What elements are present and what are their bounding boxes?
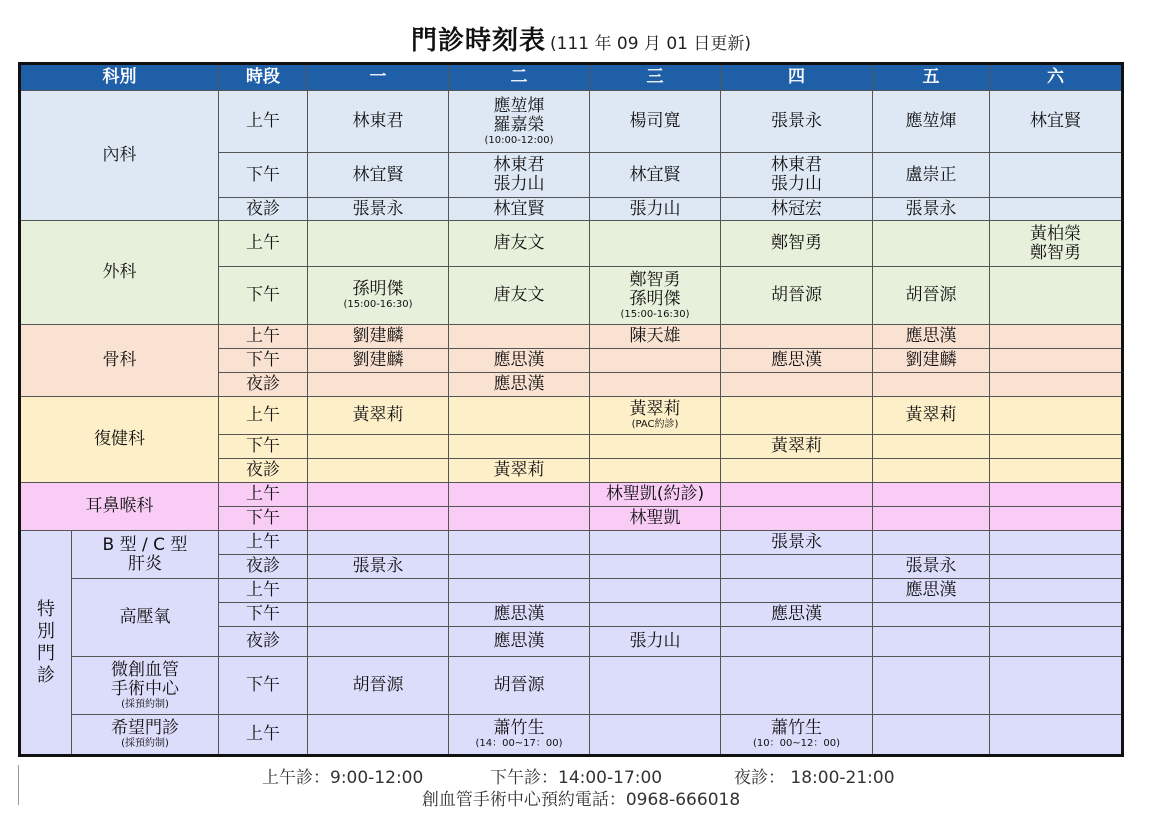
schedule-cell: 黃翠莉 — [449, 459, 590, 483]
schedule-cell — [590, 221, 721, 267]
schedule-cell — [721, 153, 873, 198]
schedule-cell — [990, 267, 1123, 325]
schedule-cell — [721, 555, 873, 579]
schedule-cell — [990, 507, 1123, 531]
schedule-cell — [990, 555, 1123, 579]
schedule-cell — [990, 373, 1123, 397]
schedule-cell — [449, 531, 590, 555]
schedule-cell — [449, 555, 590, 579]
schedule-cell: 黃翠莉 — [873, 397, 990, 435]
header-period: 時段 — [219, 64, 308, 91]
schedule-cell: 胡晉源 — [449, 657, 590, 715]
schedule-cell: 林聖凱 — [590, 507, 721, 531]
schedule-cell — [308, 531, 449, 555]
schedule-cell — [449, 715, 590, 756]
schedule-cell — [590, 531, 721, 555]
schedule-cell — [721, 579, 873, 603]
title-main: 門診時刻表 — [410, 26, 546, 56]
schedule-cell — [990, 603, 1123, 627]
doctor-name: 張力山 — [493, 174, 545, 194]
schedule-cell: 張景永 — [873, 198, 990, 221]
schedule-cell: 唐友文 — [449, 221, 590, 267]
schedule-cell — [990, 198, 1123, 221]
schedule-cell — [449, 397, 590, 435]
schedule-cell — [590, 657, 721, 715]
clinic-hours — [0, 763, 1162, 788]
period-cell: 夜診 — [219, 555, 308, 579]
schedule-cell — [990, 459, 1123, 483]
schedule-cell — [873, 715, 990, 756]
schedule-cell: 張力山 — [590, 198, 721, 221]
subdept-label: 肝炎 — [128, 553, 162, 574]
schedule-cell — [449, 507, 590, 531]
schedule-cell: 劉建麟 — [873, 349, 990, 373]
header-mon: 一 — [308, 64, 449, 91]
schedule-cell — [590, 603, 721, 627]
page-title — [0, 20, 1162, 57]
header-row — [20, 64, 1123, 91]
schedule-cell: 應思漢 — [721, 603, 873, 627]
subdept-label: 手術中心 — [111, 678, 179, 699]
dept-ortho: 骨科 — [20, 325, 219, 397]
night-hours: 夜診： 18:00-21:00 — [734, 768, 895, 788]
table-row — [20, 579, 1123, 603]
subdept-note: (採預約制) — [121, 738, 169, 749]
schedule-cell: 胡晉源 — [308, 657, 449, 715]
schedule-cell — [721, 459, 873, 483]
header-thu: 四 — [721, 64, 873, 91]
schedule-cell — [990, 397, 1123, 435]
schedule-cell — [590, 715, 721, 756]
schedule-cell — [721, 507, 873, 531]
schedule-cell: 林宜賢 — [590, 153, 721, 198]
dept-ent: 耳鼻喉科 — [20, 483, 219, 531]
schedule-cell — [308, 627, 449, 657]
schedule-cell — [721, 483, 873, 507]
schedule-cell: 陳天雄 — [590, 325, 721, 349]
doctor-name: 蕭竹生 — [493, 718, 545, 738]
schedule-cell: 林宜賢 — [308, 153, 449, 198]
schedule-cell — [449, 435, 590, 459]
table-row — [20, 221, 1123, 267]
schedule-cell: 應思漢 — [721, 349, 873, 373]
pm-hours: 下午診：14:00-17:00 — [490, 768, 663, 788]
subdept-label: B 型 / C 型 — [102, 534, 188, 555]
table-row — [20, 483, 1123, 507]
schedule-cell: 張力山 — [590, 627, 721, 657]
schedule-cell — [990, 483, 1123, 507]
schedule-cell: 胡晉源 — [873, 267, 990, 325]
doctor-name: 鄭智勇 — [1030, 242, 1081, 263]
time-note: (15:00-16:30) — [343, 299, 413, 310]
schedule-cell — [990, 531, 1123, 555]
dept-special — [20, 531, 72, 756]
schedule-cell — [721, 397, 873, 435]
time-note: (15:00-16:30) — [620, 308, 690, 320]
schedule-table — [18, 62, 1124, 757]
header-dept: 科別 — [20, 64, 219, 91]
dept-surgery: 外科 — [20, 221, 219, 325]
schedule-cell: 張景永 — [721, 91, 873, 153]
schedule-cell — [308, 459, 449, 483]
doctor-name: 林東君 — [771, 155, 822, 175]
time-note: (10：00~12：00) — [752, 738, 841, 749]
schedule-cell: 應思漢 — [449, 349, 590, 373]
schedule-cell — [449, 483, 590, 507]
schedule-cell — [449, 153, 590, 198]
subdept-hope — [72, 715, 219, 756]
schedule-cell — [990, 657, 1123, 715]
schedule-cell — [873, 221, 990, 267]
schedule-cell — [873, 373, 990, 397]
schedule-cell — [590, 373, 721, 397]
schedule-cell: 劉建麟 — [308, 325, 449, 349]
schedule-cell — [990, 579, 1123, 603]
period-cell: 夜診 — [219, 373, 308, 397]
schedule-cell — [873, 627, 990, 657]
schedule-cell — [990, 627, 1123, 657]
schedule-cell — [873, 531, 990, 555]
schedule-cell: 應思漢 — [449, 603, 590, 627]
schedule-cell — [308, 373, 449, 397]
header-tue: 二 — [449, 64, 590, 91]
subdept-hyperbaric: 高壓氧 — [72, 579, 219, 657]
period-cell: 上午 — [219, 715, 308, 756]
subdept-hepatitis — [72, 531, 219, 579]
schedule-cell: 應思漢 — [873, 579, 990, 603]
table-row — [20, 531, 1123, 555]
table-row — [20, 397, 1123, 435]
schedule-cell: 張景永 — [873, 555, 990, 579]
doctor-name: 孫明傑 — [352, 279, 404, 299]
schedule-cell: 林東君 — [308, 91, 449, 153]
am-hours: 上午診：9:00-12:00 — [262, 768, 424, 788]
schedule-cell — [721, 627, 873, 657]
schedule-cell — [873, 657, 990, 715]
doctor-name: 蕭竹生 — [771, 718, 822, 738]
schedule-cell — [990, 435, 1123, 459]
subdept-label: 微創血管 — [111, 659, 179, 680]
period-cell: 上午 — [219, 91, 308, 153]
schedule-cell: 張景永 — [721, 531, 873, 555]
schedule-cell: 林宜賢 — [449, 198, 590, 221]
schedule-cell — [590, 349, 721, 373]
schedule-cell — [721, 373, 873, 397]
table-row — [20, 715, 1123, 756]
schedule-cell — [308, 267, 449, 325]
period-cell: 上午 — [219, 325, 308, 349]
schedule-cell — [308, 507, 449, 531]
period-cell: 上午 — [219, 483, 308, 507]
schedule-cell — [990, 221, 1123, 267]
dept-rehab: 復健科 — [20, 397, 219, 483]
schedule-cell: 張景永 — [308, 555, 449, 579]
schedule-cell: 應堃煇 — [873, 91, 990, 153]
period-cell: 下午 — [219, 435, 308, 459]
schedule-cell — [449, 579, 590, 603]
schedule-cell — [590, 555, 721, 579]
table-row — [20, 657, 1123, 715]
table-row — [20, 91, 1123, 153]
schedule-cell: 林宜賢 — [990, 91, 1123, 153]
period-cell: 上午 — [219, 221, 308, 267]
title-update-date: (111 年 09 月 01 日更新) — [550, 34, 751, 54]
schedule-cell: 黃翠莉 — [308, 397, 449, 435]
period-cell: 下午 — [219, 603, 308, 627]
schedule-cell — [308, 435, 449, 459]
schedule-cell — [308, 715, 449, 756]
schedule-cell: 應思漢 — [449, 373, 590, 397]
subdept-minimally-invasive — [72, 657, 219, 715]
schedule-cell — [990, 349, 1123, 373]
schedule-cell — [990, 325, 1123, 349]
schedule-cell: 楊司寬 — [590, 91, 721, 153]
period-cell: 夜診 — [219, 198, 308, 221]
booking-phone: 創血管手術中心預約電話：0968-666018 — [421, 790, 741, 810]
schedule-cell — [721, 657, 873, 715]
period-cell: 下午 — [219, 657, 308, 715]
period-cell: 上午 — [219, 579, 308, 603]
time-note: (10:00-12:00) — [484, 134, 554, 146]
dept-internal: 內科 — [20, 91, 219, 221]
schedule-cell: 盧崇正 — [873, 153, 990, 198]
doctor-name: 孫明傑 — [629, 288, 681, 309]
schedule-cell — [990, 153, 1123, 198]
schedule-cell — [449, 91, 590, 153]
period-cell: 夜診 — [219, 627, 308, 657]
schedule-cell — [873, 507, 990, 531]
schedule-cell: 應思漢 — [449, 627, 590, 657]
schedule-cell — [308, 603, 449, 627]
schedule-cell: 黃翠莉 — [721, 435, 873, 459]
table-row — [20, 325, 1123, 349]
schedule-cell — [873, 459, 990, 483]
doctor-name: 鄭智勇 — [629, 269, 681, 290]
schedule-cell — [308, 579, 449, 603]
doctor-name: 黃翠莉 — [629, 399, 681, 419]
period-cell: 下午 — [219, 507, 308, 531]
schedule-cell — [590, 579, 721, 603]
header-fri: 五 — [873, 64, 990, 91]
schedule-cell — [308, 221, 449, 267]
time-note: (PAC約診) — [631, 419, 679, 430]
schedule-cell: 唐友文 — [449, 267, 590, 325]
schedule-cell: 張景永 — [308, 198, 449, 221]
schedule-cell — [873, 483, 990, 507]
schedule-cell — [590, 435, 721, 459]
schedule-cell: 劉建麟 — [308, 349, 449, 373]
doctor-name: 應堃煇 — [493, 95, 545, 116]
doctor-name: 羅嘉榮 — [493, 114, 545, 135]
schedule-cell: 林聖凱(約診) — [590, 483, 721, 507]
doctor-name: 林東君 — [493, 155, 545, 175]
schedule-cell — [990, 715, 1123, 756]
schedule-cell: 應思漢 — [873, 325, 990, 349]
doctor-name: 張力山 — [771, 174, 822, 194]
header-wed: 三 — [590, 64, 721, 91]
schedule-cell — [449, 325, 590, 349]
schedule-cell — [308, 483, 449, 507]
schedule-cell — [590, 267, 721, 325]
dept-special-label: 特別門診 — [37, 598, 55, 686]
subdept-label: 希望門診 — [111, 718, 179, 738]
period-cell: 下午 — [219, 267, 308, 325]
schedule-cell: 鄭智勇 — [721, 221, 873, 267]
header-sat: 六 — [990, 64, 1123, 91]
schedule-cell — [721, 715, 873, 756]
schedule-cell — [873, 435, 990, 459]
schedule-cell — [590, 397, 721, 435]
doctor-name: 黃柏榮 — [1030, 223, 1081, 244]
schedule-cell: 胡晉源 — [721, 267, 873, 325]
schedule-cell — [721, 325, 873, 349]
schedule-cell — [590, 459, 721, 483]
period-cell: 上午 — [219, 397, 308, 435]
time-note: (14：00~17：00) — [475, 738, 563, 749]
period-cell: 下午 — [219, 349, 308, 373]
schedule-cell: 林冠宏 — [721, 198, 873, 221]
period-cell: 上午 — [219, 531, 308, 555]
schedule-cell — [873, 603, 990, 627]
period-cell: 下午 — [219, 153, 308, 198]
period-cell: 夜診 — [219, 459, 308, 483]
subdept-note: (採預約制) — [121, 698, 169, 710]
